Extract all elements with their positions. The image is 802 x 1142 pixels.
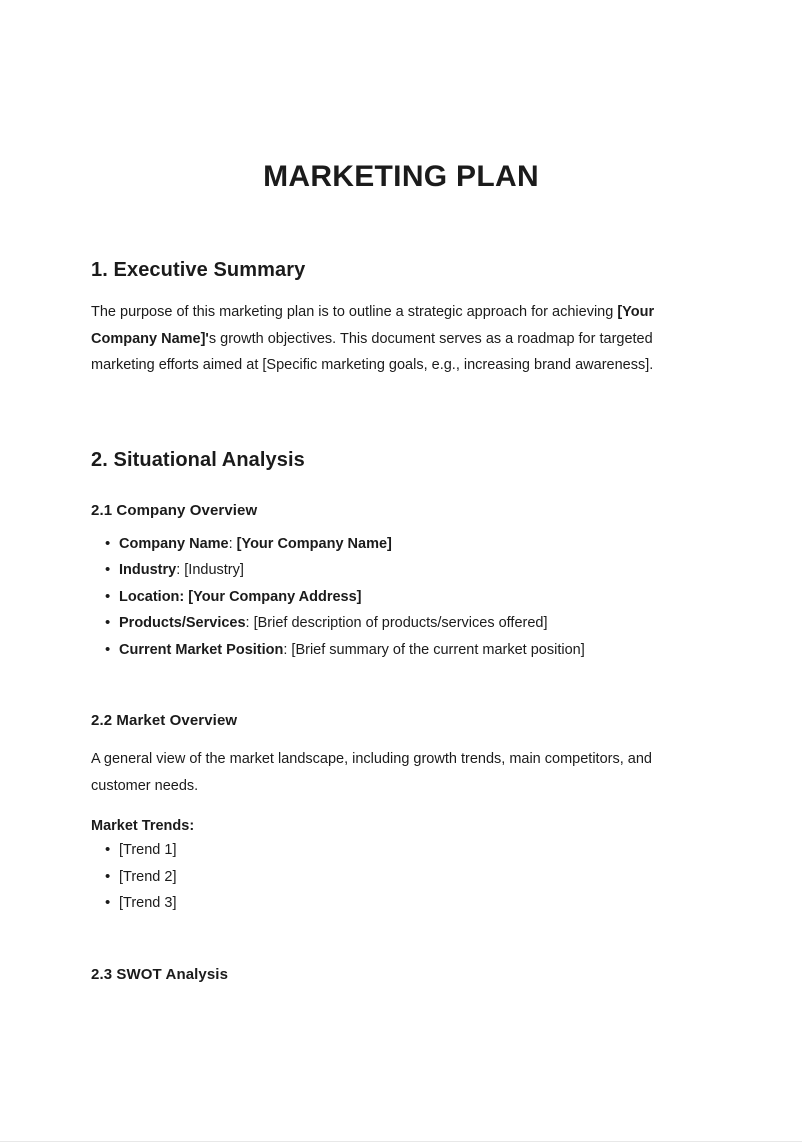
subsection-heading-market-overview: 2.2 Market Overview	[91, 712, 238, 729]
company-overview-list	[91, 519, 711, 664]
list-item-value: [Brief summary of the current market position]	[291, 641, 585, 658]
list-item	[119, 531, 711, 558]
list-item-label: Location:	[119, 588, 185, 605]
list-item	[119, 610, 711, 637]
list-item	[119, 584, 711, 611]
list-item-label: Industry	[119, 562, 177, 578]
market-trends-list	[91, 834, 711, 917]
list-item	[119, 637, 711, 664]
list-item-value: [Industry]	[184, 562, 244, 578]
executive-summary-paragraph	[91, 282, 711, 379]
list-item-label: Company Name	[119, 535, 229, 552]
list-item-label: Products/Services	[119, 615, 246, 631]
list-item-value: [Brief description of products/services offered]	[253, 615, 548, 631]
exec-text-part-3: s growth objectives. This document serves as a roadmap for targeted marketing efforts aimed at [Specific marketing goals, e.g., increasing brand awareness].	[91, 330, 654, 373]
list-item-separator: :	[283, 641, 292, 658]
list-item-value: [Your Company Name]	[236, 535, 392, 552]
list-item-separator: :	[176, 562, 185, 578]
list-item: • [Trend 2]	[119, 864, 711, 891]
list-item-label: Current Market Position	[119, 641, 284, 658]
section-heading-situational-analysis: 2. Situational Analysis	[91, 448, 305, 471]
list-item	[119, 557, 711, 584]
subsection-heading-swot-analysis: 2.3 SWOT Analysis	[91, 965, 229, 983]
market-overview-paragraph: A general view of the market landscape, including growth trends, main competitors, and customer needs.	[91, 751, 652, 794]
list-item: • [Trend 3]	[119, 890, 711, 917]
list-item-separator: :	[245, 615, 254, 631]
exec-text-part-1: The purpose of this marketing plan is to outline a strategic approach for achieving	[91, 304, 618, 320]
subsection-heading-company-overview: 2.1 Company Overview	[91, 501, 258, 519]
list-item: • [Trend 1]	[119, 837, 711, 864]
page-title: MARKETING PLAN	[263, 160, 539, 193]
market-trends-label: Market Trends:	[91, 818, 195, 834]
list-item-value: [Your Company Address]	[188, 588, 362, 605]
list-item-separator: :	[228, 535, 237, 552]
section-heading-executive-summary: 1. Executive Summary	[91, 259, 306, 281]
exec-text-part-2: [Your Company Name]'	[91, 304, 655, 347]
